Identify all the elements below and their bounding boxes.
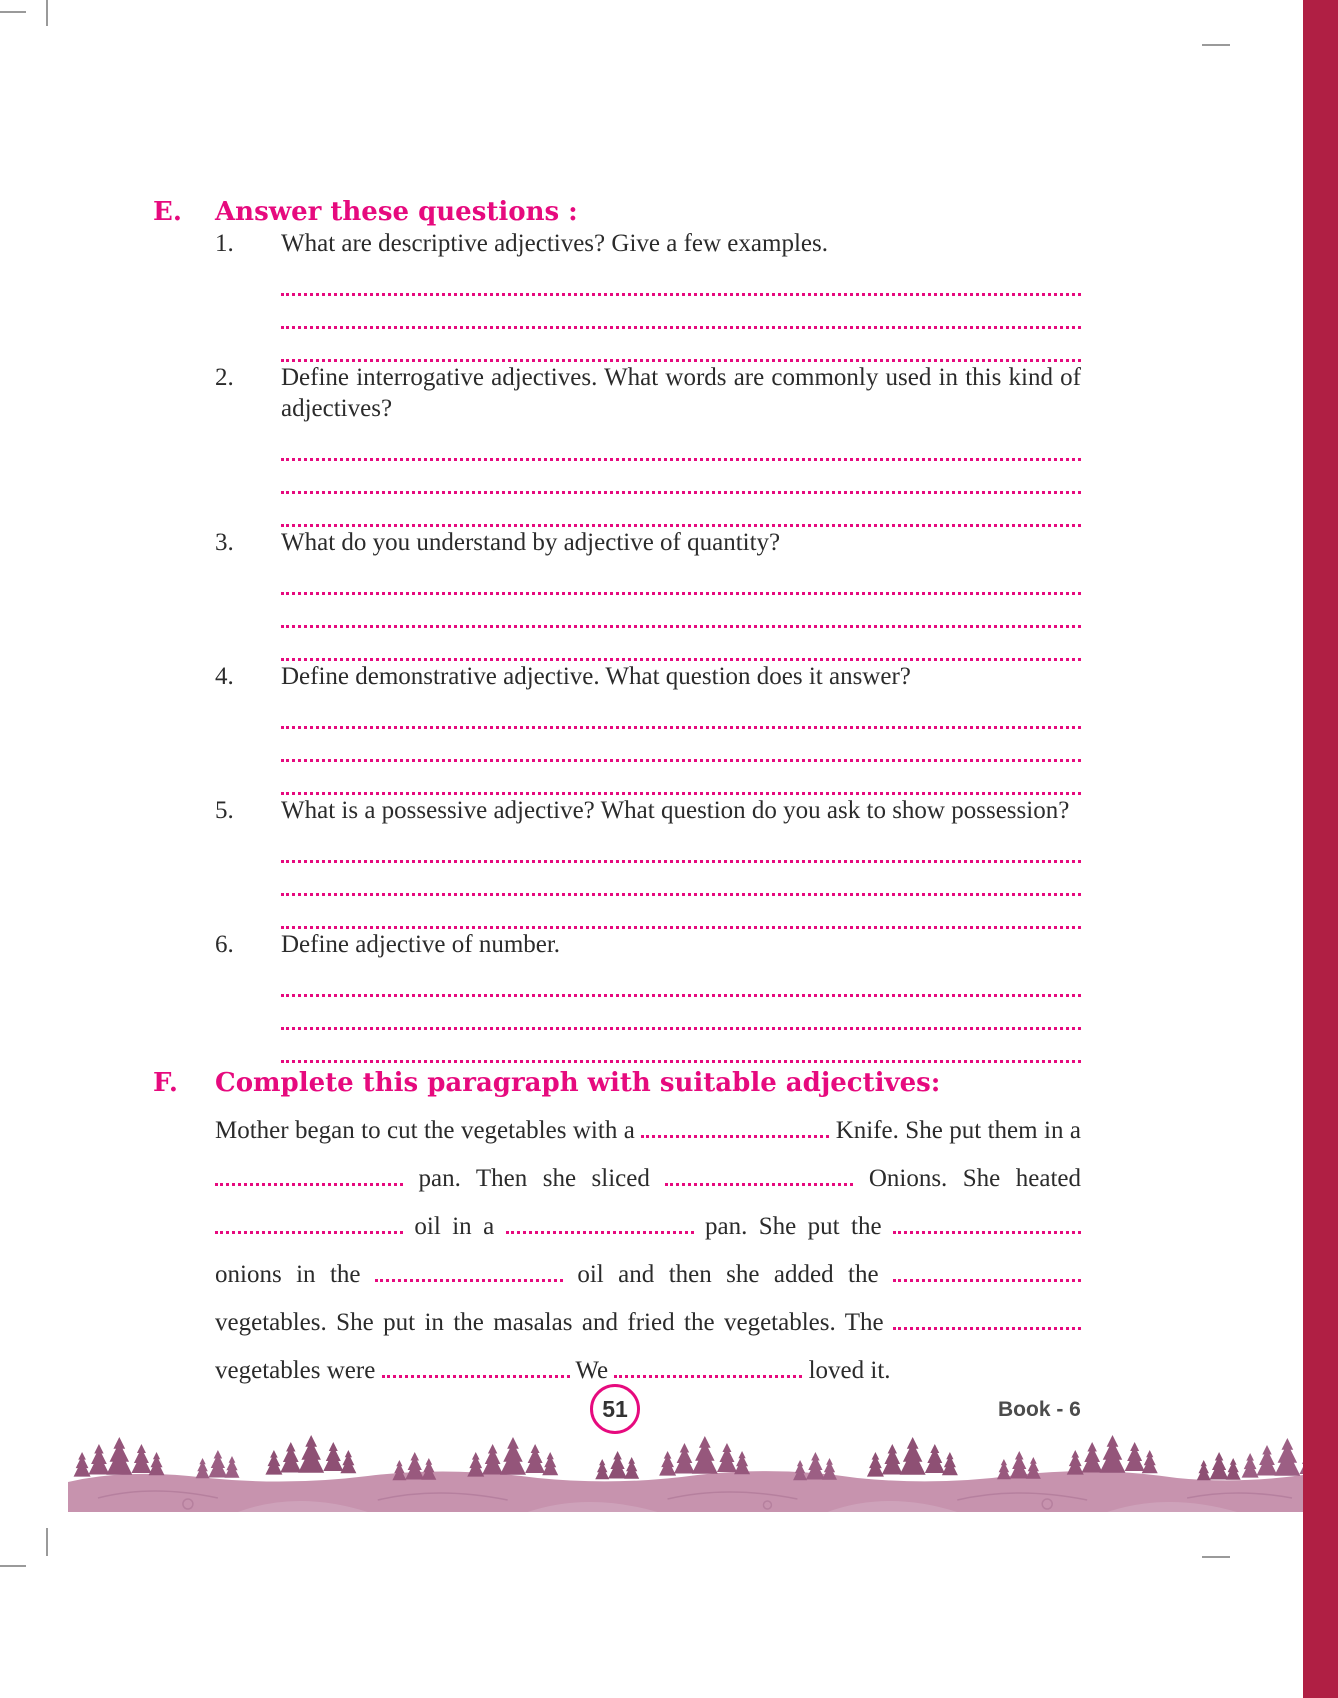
question-item — [215, 527, 1081, 661]
question-number: 5. — [215, 797, 234, 824]
answer-line — [281, 329, 1081, 362]
answer-line — [281, 1030, 1081, 1063]
answer-line — [281, 863, 1081, 896]
question-text: What do you understand by adjective of quantity? — [281, 529, 781, 556]
paragraph-text: pan. She put the — [693, 1213, 893, 1240]
paragraph-text: onions in the — [215, 1261, 375, 1288]
section-f — [153, 1067, 1081, 1395]
fill-blank — [614, 1369, 802, 1378]
question-item — [215, 929, 1081, 1063]
question-text: What are descriptive adjectives? Give a few examples. — [281, 230, 828, 257]
fill-blank — [382, 1369, 570, 1378]
answer-line — [281, 494, 1081, 527]
answer-lines — [281, 263, 1081, 362]
section-f-paragraph — [215, 1107, 1081, 1395]
paragraph-text: Knife. She put them in a — [829, 1117, 1081, 1144]
fill-blank — [893, 1273, 1081, 1282]
fill-blank — [641, 1129, 829, 1138]
fill-blank — [506, 1225, 694, 1234]
section-letter: F. — [153, 1068, 178, 1098]
question-number: 1. — [215, 230, 234, 257]
section-title: Complete this paragraph with suitable adjectives: — [215, 1068, 941, 1098]
paragraph-text: We — [569, 1357, 615, 1384]
paragraph-text: loved it. — [802, 1357, 891, 1384]
answer-line — [281, 964, 1081, 997]
paragraph-text: Mother began to cut the vegetables with a — [215, 1117, 642, 1144]
page-content — [153, 196, 1081, 1395]
answer-line — [281, 595, 1081, 628]
answer-line — [281, 461, 1081, 494]
answer-lines — [281, 830, 1081, 929]
answer-line — [281, 628, 1081, 661]
question-text: Define adjective of number. — [281, 931, 561, 958]
fill-blank — [893, 1321, 1081, 1330]
crop-mark — [0, 1565, 26, 1567]
question-text: What is a possessive adjective? What question do you ask to show possession? — [281, 797, 1070, 824]
paragraph-text: oil in a — [403, 1213, 506, 1240]
section-f-heading — [153, 1067, 1081, 1099]
question-number: 6. — [215, 931, 234, 958]
section-letter: E. — [153, 197, 182, 227]
answer-line — [281, 729, 1081, 762]
answer-line — [281, 428, 1081, 461]
question-item — [215, 228, 1081, 362]
crop-mark — [46, 0, 48, 26]
answer-line — [281, 296, 1081, 329]
answer-lines — [281, 428, 1081, 527]
forest-band-illustration — [68, 1420, 1303, 1512]
section-e-heading — [153, 196, 1081, 228]
page-edge-band — [1303, 0, 1338, 1698]
crop-mark — [46, 1528, 48, 1556]
question-number: 4. — [215, 663, 234, 690]
book-label: Book - 6 — [998, 1398, 1081, 1421]
paragraph-text: vegetables. She put in the masalas and fried the vegetables. The — [215, 1309, 893, 1336]
fill-blank — [215, 1225, 403, 1234]
question-text: Define interrogative adjectives. What words are commonly used in this kind of adjectives? — [281, 364, 1081, 422]
answer-line — [281, 830, 1081, 863]
paragraph-text: Onions. She heated — [853, 1165, 1081, 1192]
page-number: 51 — [602, 1395, 628, 1422]
question-item — [215, 362, 1081, 527]
fill-blank — [893, 1225, 1081, 1234]
answer-line — [281, 896, 1081, 929]
answer-line — [281, 263, 1081, 296]
hill-band — [68, 1471, 1303, 1512]
fill-blank — [665, 1177, 853, 1186]
answer-line — [281, 762, 1081, 795]
crop-mark — [1202, 1556, 1230, 1558]
fill-blank — [375, 1273, 563, 1282]
answer-lines — [281, 562, 1081, 661]
answer-line — [281, 562, 1081, 595]
section-title: Answer these questions : — [215, 197, 578, 227]
question-item — [215, 795, 1081, 929]
answer-line — [281, 696, 1081, 729]
paragraph-text: vegetables were — [215, 1357, 382, 1384]
paragraph-text: pan. Then she sliced — [403, 1165, 666, 1192]
question-number: 2. — [215, 364, 234, 391]
answer-lines — [281, 964, 1081, 1063]
page-number-badge — [590, 1384, 640, 1434]
paragraph-text: oil and then she added the — [562, 1261, 893, 1288]
section-e — [153, 196, 1081, 1063]
question-text: Define demonstrative adjective. What question does it answer? — [281, 663, 911, 690]
fill-blank — [215, 1177, 403, 1186]
footer-illustration — [68, 1420, 1303, 1512]
answer-lines — [281, 696, 1081, 795]
answer-line — [281, 997, 1081, 1030]
question-item — [215, 661, 1081, 795]
crop-mark — [1202, 44, 1230, 46]
question-number: 3. — [215, 529, 234, 556]
crop-mark — [0, 11, 26, 13]
